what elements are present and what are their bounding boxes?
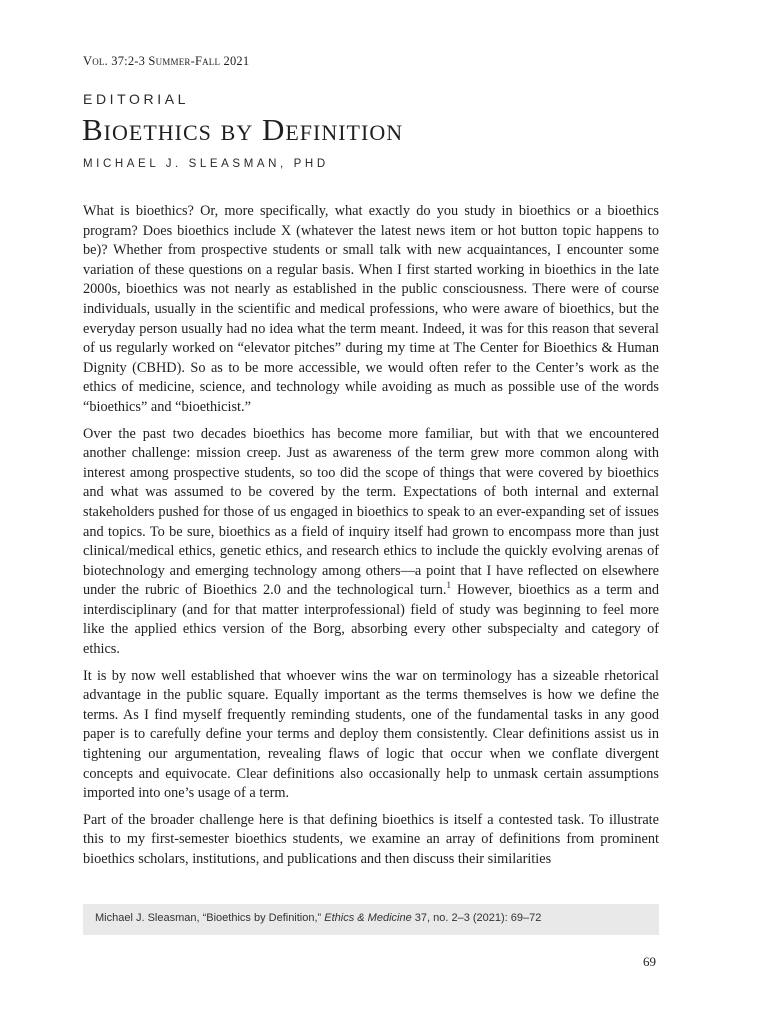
citation-box — [83, 904, 659, 935]
author-byline: MICHAEL J. SLEASMAN, PHD — [83, 158, 329, 170]
paragraph-2 — [83, 425, 659, 660]
page-number: 69 — [643, 954, 656, 969]
volume-info: Vol. 37:2-3 Summer-Fall 2021 — [83, 54, 250, 68]
paragraph-4: Part of the broader challenge here is that defining bioethics is itself a contested task. To illustrate this to my first-semester bioethics students, we examine an array of definitions from prominent bioethics scholars, institutions, and publications and then discuss their similarities — [83, 811, 659, 867]
paragraph-2-text-a: Over the past two decades bioethics has become more familiar, but with that we encountered another challenge: mission creep. Just as awareness of the term grew more common along with interest among prospective students, so too did the scope of things that were covered by bioethics and what was assumed to be covered by the term. Expectations of both internal and external stakeholders pushed for those of us engaged in bioethics to speak to an ever-expanding set of issues and topics. To be sure, bioethics as a field of inquiry itself had grown to encompass more than just clinical/medical ethics, genetic ethics, and research ethics to include the quickly evolving arenas of biotechnology and emerging technology among others—a point that I have reflected on elsewhere under the rubric of Bioethics 2.0 and the technological turn. — [83, 425, 659, 599]
article-body — [83, 202, 659, 877]
paragraph-2-text-b: However, bioethics as a term and interdisciplinary (and for that matter interprofessional) field of study was beginning to feel more like the applied ethics version of the Borg, absorbing every other subspecialty and category of ethics. — [83, 582, 659, 658]
footnote-ref-1[interactable]: 1 — [446, 580, 451, 591]
paragraph-3: It is by now well established that whoever wins the war on terminology has a sizeable rhetorical advantage in the public square. Equally important as the terms themselves is how we define the terms. As I find myself frequently reminding students, one of the fundamental tasks in any good paper is to carefully define your terms and deploy them consistently. Clear definitions assist us in tightening our argumentation, revealing flaws of logic that occur when we conflate divergent concepts and equivocate. Clear definitions also occasionally help to unmask certain assumptions imported into one’s usage of a term. — [83, 667, 659, 802]
paragraph-1: What is bioethics? Or, more specifically, what exactly do you study in bioethics or a bioethics program? Does bioethics include X (whatever the latest news item or hot button topic happens to be)? Whether from prospective students or small talk with new acquaintances, I encounter some variation of these questions on a regular basis. When I first started working in bioethics in the late 2000s, bioethics was not nearly as established in the public consciousness. There were of course individuals, usually in the scientific and medical professions, who were aware of bioethics, but the everyday person usually had no idea what the term meant. Indeed, it was for this reason that several of us regularly worked on “elevator pitches” during my time at The Center for Bioethics & Human Dignity (CBHD). So as to be more accessible, we would often refer to the Center’s work as the ethics of medicine, science, and technology while avoiding as much as possible use of the words “bioethics” and “bioethicist.” — [83, 203, 659, 415]
article-title: Bioethics by Definition — [82, 112, 404, 147]
citation-author-title: Michael J. Sleasman, “Bioethics by Definition,” — [95, 912, 325, 924]
citation-journal: Ethics & Medicine — [324, 912, 412, 924]
citation-details: 37, no. 2–3 (2021): 69–72 — [411, 912, 542, 924]
section-label: EDITORIAL — [83, 91, 190, 107]
